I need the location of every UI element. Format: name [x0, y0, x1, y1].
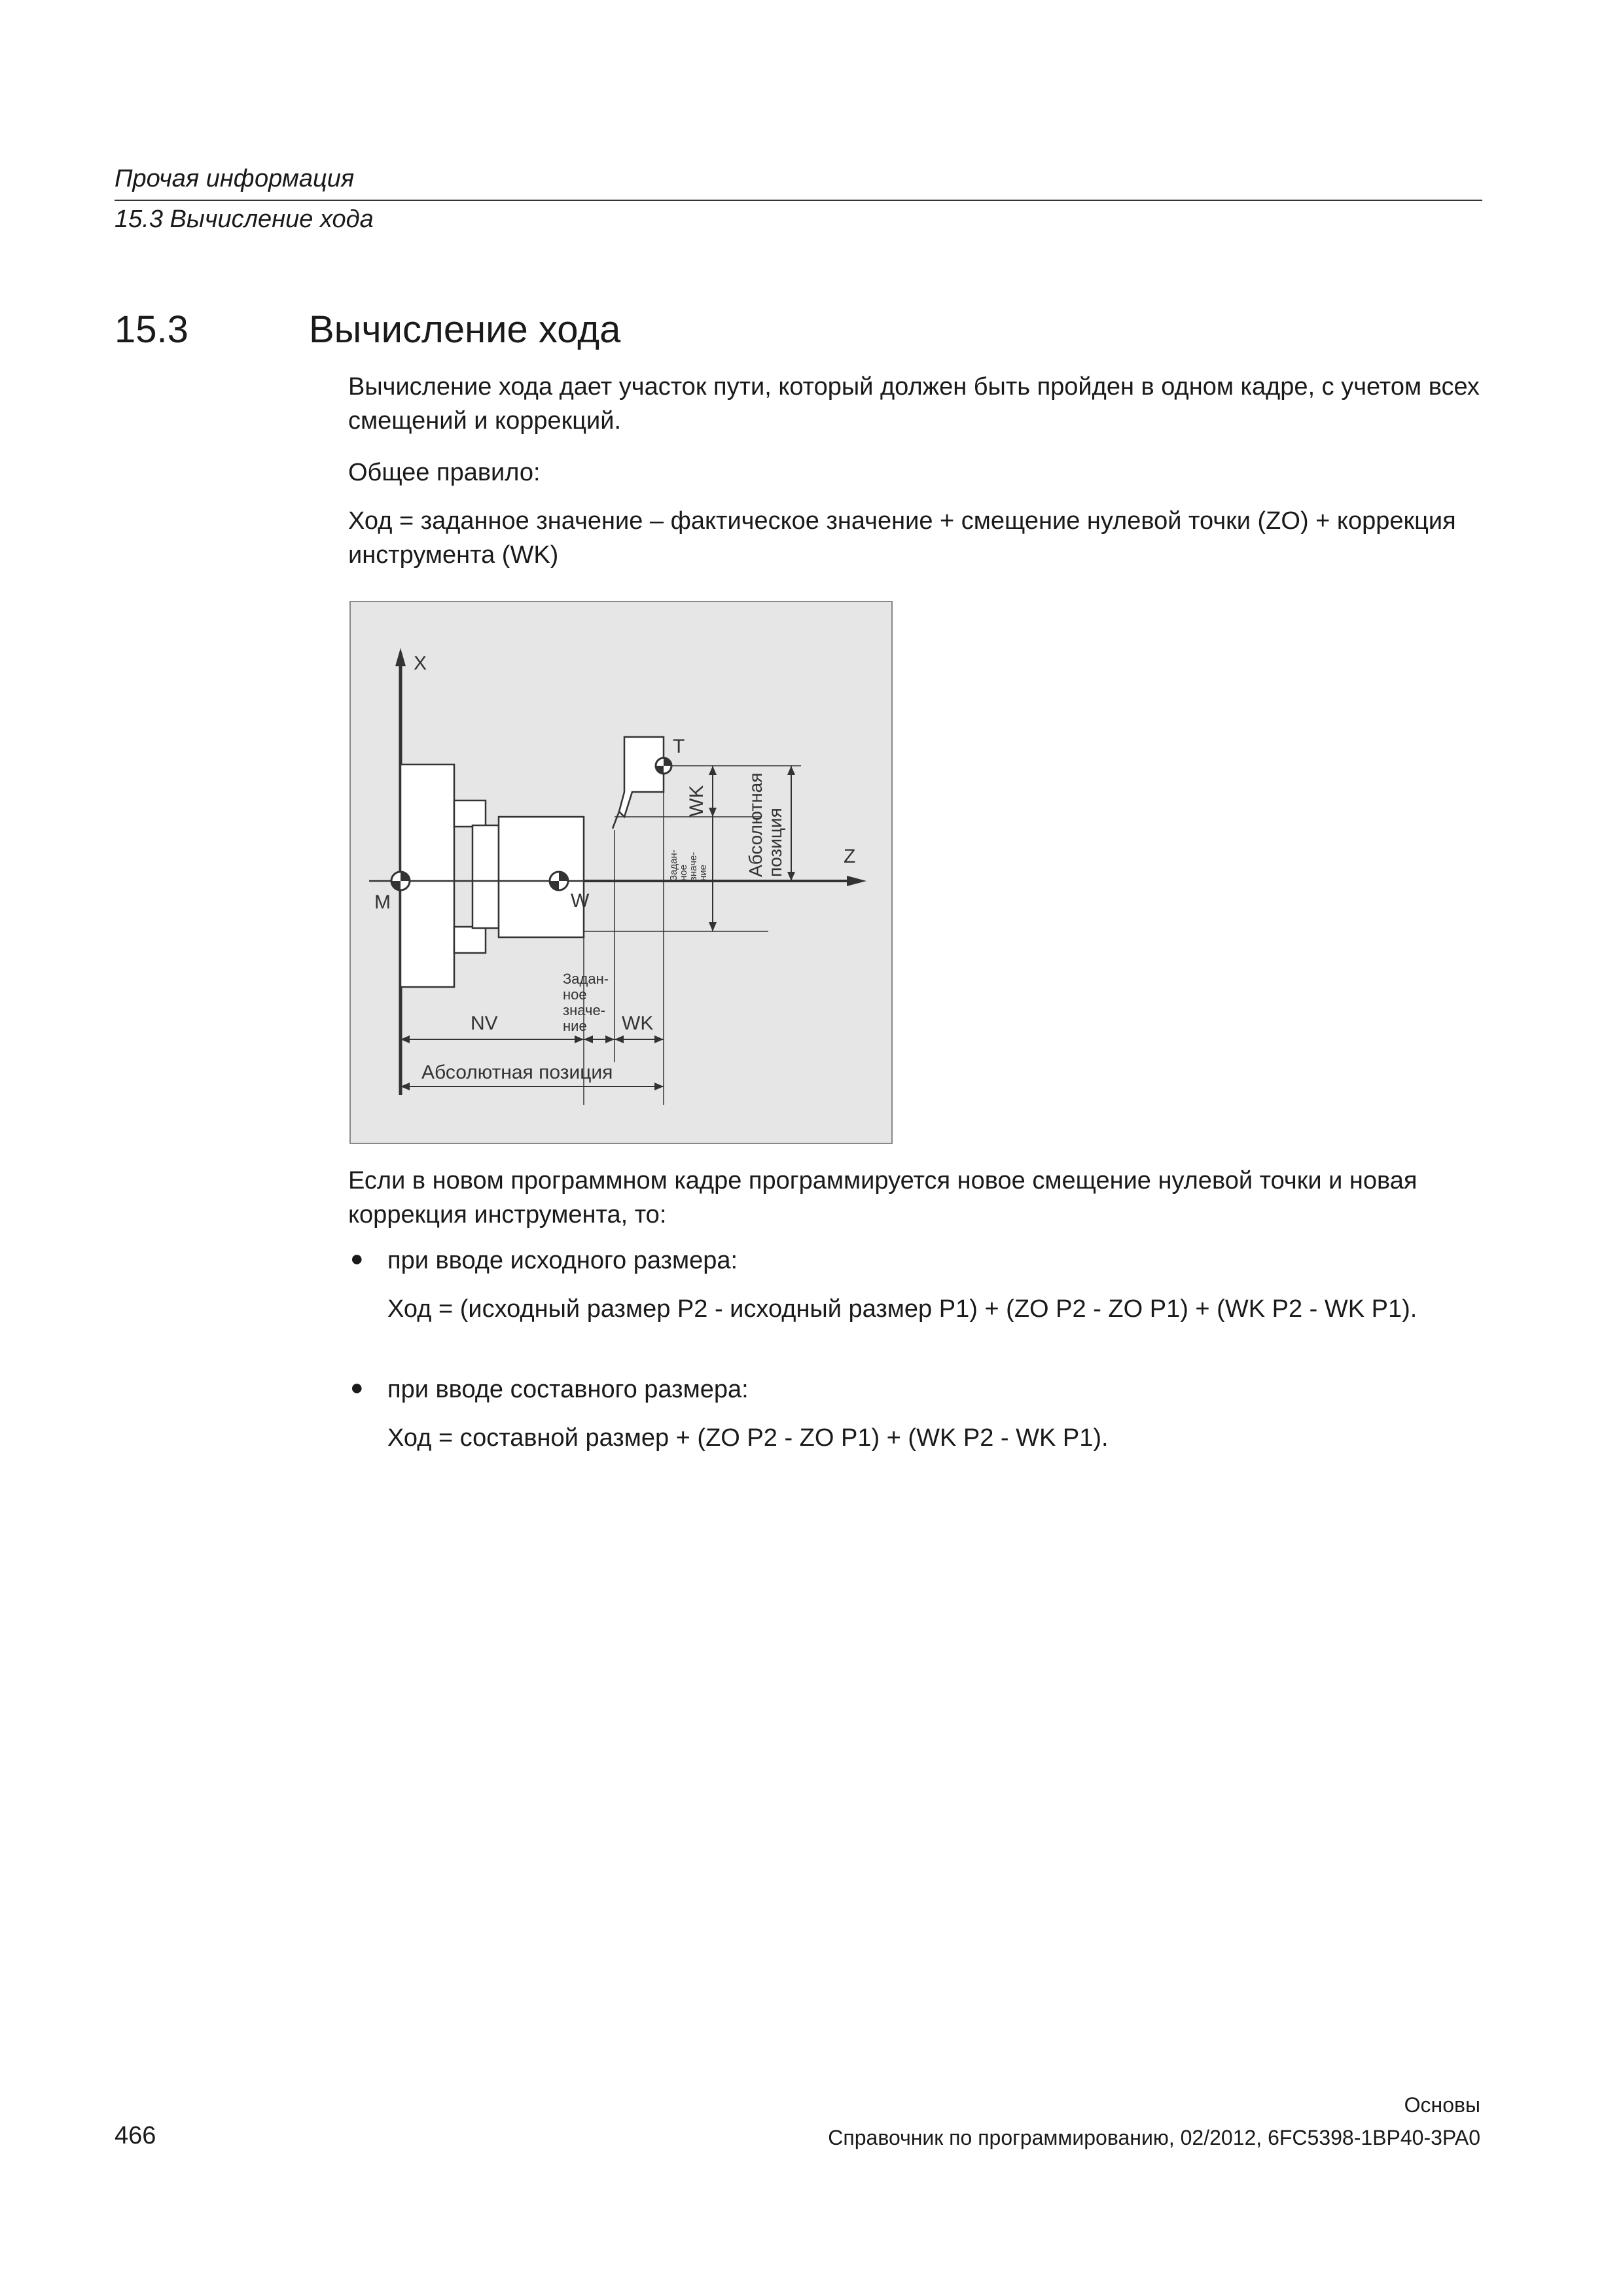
svg-text:позиция: позиция — [765, 808, 785, 877]
chuck-jaw-lower — [454, 927, 486, 953]
point-m-label: M — [374, 891, 391, 913]
section-number: 15.3 — [115, 308, 188, 351]
chuck-jaw-upper — [454, 800, 486, 827]
svg-text:значе-: значе- — [563, 1002, 606, 1018]
bullet-incremental-dimension: при вводе составного размера: — [387, 1376, 749, 1403]
machine-zero-icon — [391, 872, 410, 890]
new-block-paragraph: Если в новом программном кадре программируется новое смещение нулевой точки и новая коррекция инструмента, то: — [348, 1167, 1418, 1229]
general-rule-formula: Ход = заданное значение – фактическое значение + смещение нулевой точки (ZO) + коррекция инструмента (WK) — [348, 507, 1456, 569]
bullet-absolute-dimension: при вводе исходного размера: — [387, 1247, 738, 1274]
svg-text:ное: ное — [563, 986, 587, 1003]
footer-book-title: Основы — [1404, 2093, 1480, 2117]
point-w-label: W — [571, 890, 590, 912]
footer-document-info: Справочник по программированию, 02/2012, 6FC5398-1BP40-3PA0 — [828, 2126, 1480, 2149]
nv-label: NV — [471, 1013, 498, 1034]
page-number: 466 — [115, 2122, 156, 2149]
svg-text:ное: ное — [678, 865, 689, 881]
workpiece-zero-icon — [550, 872, 568, 890]
running-header-chapter: Прочая информация — [115, 165, 355, 192]
rule-label: Общее правило: — [348, 459, 541, 486]
svg-text:Задан-: Задан- — [563, 971, 609, 987]
wk-vertical-label: WK — [686, 785, 707, 817]
tool-reference-icon — [656, 758, 671, 774]
running-header-section: 15.3 Вычисление хода — [115, 206, 374, 233]
wk-horizontal-label: WK — [622, 1013, 654, 1034]
workpiece — [499, 817, 584, 937]
bullet-dot-icon: ● — [350, 1246, 364, 1271]
x-axis-label: X — [414, 653, 427, 674]
travel-calculation-diagram — [349, 601, 893, 1144]
absolute-position-horizontal-label: Абсолютная позиция — [421, 1062, 613, 1083]
svg-text:значе-: значе- — [688, 852, 699, 881]
svg-text:Задан-: Задан- — [668, 850, 679, 881]
svg-text:Абсолютная: Абсолютная — [745, 772, 766, 877]
formula-incremental-dimension: Ход = составной размер + (ZO P2 - ZO P1) + (WK P2 - WK P1). — [387, 1424, 1109, 1452]
intro-paragraph: Вычисление хода дает участок пути, который должен быть пройден в одном кадре, с учетом всех смещений и коррекций. — [348, 373, 1480, 435]
header-rule — [115, 200, 1482, 201]
formula-absolute-dimension: Ход = (исходный размер P2 - исходный размер P1) + (ZO P2 - ZO P1) + (WK P2 - WK P1). — [387, 1295, 1418, 1323]
chuck-step — [473, 825, 499, 928]
svg-text:ние: ние — [698, 864, 709, 881]
point-t-label: T — [673, 736, 685, 757]
svg-text:ние: ние — [563, 1018, 587, 1034]
bullet-dot-icon: ● — [350, 1375, 364, 1400]
z-axis-label: Z — [844, 846, 856, 867]
section-title: Вычисление хода — [309, 308, 621, 351]
